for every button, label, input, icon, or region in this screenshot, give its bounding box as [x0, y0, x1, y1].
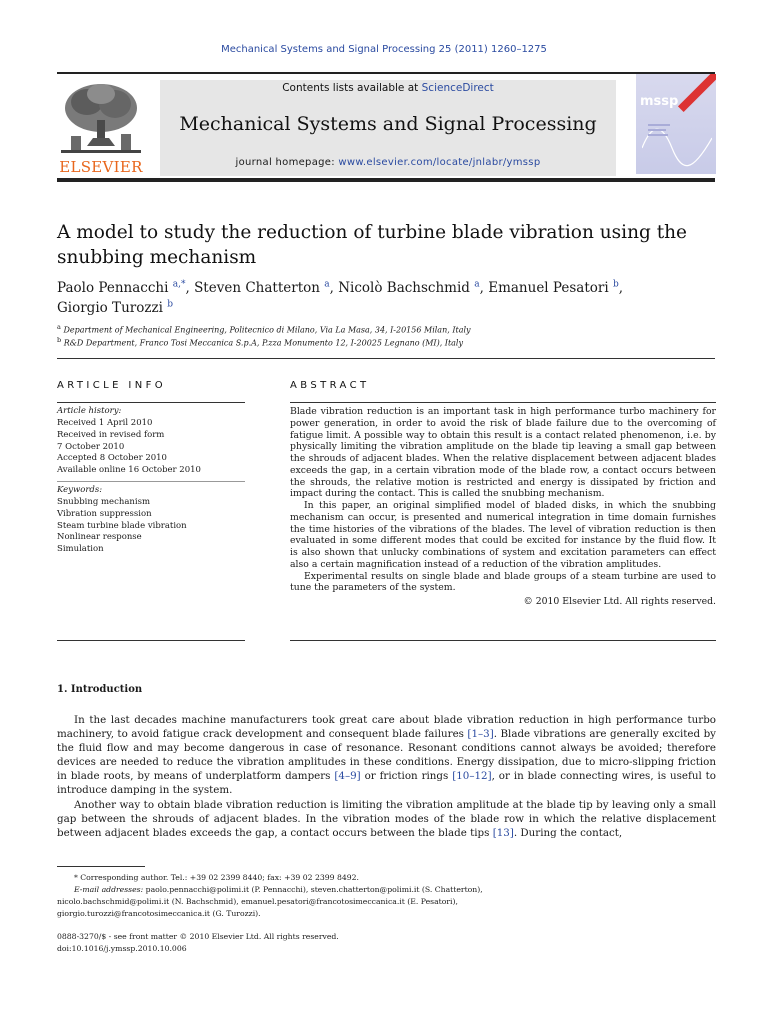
intro-paragraph	[57, 798, 716, 840]
affiliation-b-mark: b	[57, 336, 62, 344]
footnote-rule	[57, 866, 145, 867]
intro-text: In the last decades machine manufacturers took great care about blade vibration reduction in high performance turbo machinery, to avoid fatigue crack development and consequent blade failures	[57, 714, 716, 741]
affiliation-mark[interactable]: b	[612, 279, 619, 290]
abstract-bottom-rule	[290, 640, 716, 641]
journal-reference[interactable]: Mechanical Systems and Signal Processing 25 (2011) 1260–1275	[221, 44, 547, 55]
article-info-heading: ARTICLE INFO	[57, 380, 167, 391]
citation-link[interactable]: [10–12]	[452, 770, 492, 783]
homepage-line	[160, 157, 616, 168]
history-item: Available online 16 October 2010	[57, 465, 201, 476]
email-addresses[interactable]: paolo.pennacchi@polimi.it (P. Pennacchi), steven.chatterton@polimi.it (S. Chatterton),	[143, 885, 483, 894]
abstract-copyright: © 2010 Elsevier Ltd. All rights reserved.	[523, 596, 716, 607]
footnotes	[57, 872, 717, 920]
intro-text: Another way to obtain blade vibration reduction is limiting the vibration amplitude at the blade tip by leaving only a small gap between the shrouds of adjacent blades. In the vibration modes of the blade row in which the relative displacement between adjacent blades exceeds the gap, a contact occurs between the blade tips	[57, 798, 716, 839]
affiliation-mark[interactable]: a,*	[172, 279, 186, 290]
keyword-item: Steam turbine blade vibration	[57, 520, 187, 531]
abstract-paragraph: Blade vibration reduction is an important task in high performance turbo machinery for power generation, in order to avoid the risk of blade failure due to the overcoming of fatigue limit. A possible way to obtain this result is a contact related phenomenon, i.e. by physically limiting the vibration amplitude on the blade tip leaving a small gap between the shrouds of adjacent blades. When the relative displacement between adjacent blades exceeds the gap, in a certain vibration mode of the blade row, a contact occurs between the shrouds, the relative motion is restricted and energy is dissipated by friction and impact during the contact. This is called the snubbing mechanism.	[290, 406, 716, 500]
author-name[interactable]: Giorgio Turozzi	[57, 300, 163, 316]
journal-cover-thumbnail[interactable]	[636, 74, 716, 174]
author-name[interactable]: Nicolò Bachschmid	[338, 280, 470, 296]
cover-wave-icon	[642, 118, 712, 168]
history-list	[57, 418, 201, 477]
affiliation-a-mark: a	[57, 323, 61, 331]
history-item: Received in revised form	[57, 429, 165, 440]
elsevier-logo	[57, 80, 145, 176]
homepage-link[interactable]: www.elsevier.com/locate/jnlabr/ymssp	[338, 157, 541, 168]
banner-bottom-rule	[57, 178, 715, 182]
keyword-item: Snubbing mechanism	[57, 497, 150, 507]
email-label: E-mail addresses:	[74, 885, 144, 894]
elsevier-wordmark: ELSEVIER	[59, 158, 143, 176]
author-list: Paolo Pennacchi $^{a,*}$, Steven Chatterton $^a$, Nicolò Bachschmid $^a$, Emanuel Pesatori $^b$, Giorgio Turozzi $^b$	[57, 279, 624, 316]
history-item: Accepted 8 October 2010	[57, 453, 167, 464]
intro-paragraph	[57, 713, 716, 798]
top-rule	[57, 72, 715, 74]
cover-ribbon	[678, 74, 716, 112]
abstract-paragraph: Experimental results on single blade and blade groups of a steam turbine are used to tune the parameters of the system.	[290, 570, 716, 594]
corresponding-author-note: * Corresponding author. Tel.: +39 02 2399 8440; fax: +39 02 2399 8492.	[74, 873, 359, 882]
intro-text: . During the contact,	[513, 826, 623, 839]
keywords-rule	[57, 481, 245, 482]
intro-text: , or in blade connecting wires, is useful to introduce damping in the system.	[57, 770, 716, 797]
history-item: Received 1 April 2010	[57, 418, 153, 428]
keywords-heading: Keywords:	[57, 485, 103, 495]
article-info-bottom-rule	[57, 640, 245, 641]
contents-line	[160, 82, 616, 94]
article-info-rule	[57, 402, 245, 403]
journal-banner	[160, 80, 616, 176]
cover-title: mssp	[640, 94, 679, 109]
contents-prefix: Contents lists available at	[282, 82, 422, 94]
affiliation-mark[interactable]: b	[167, 299, 173, 310]
history-heading: Article history:	[57, 406, 122, 416]
history-item: 7 October 2010	[57, 441, 125, 452]
keyword-item: Simulation	[57, 544, 104, 555]
keyword-item: Vibration suppression	[57, 508, 152, 519]
affiliation-a	[57, 323, 471, 335]
abstract-rule	[290, 402, 716, 403]
email-addresses-line[interactable]: nicolo.bachschmid@polimi.it (N. Bachschmid), emanuel.pesatori@francotosimeccanica.it (E. Pesatori),	[57, 897, 458, 906]
section-rule	[57, 358, 715, 359]
abstract-body	[290, 406, 716, 608]
keyword-item: Nonlinear response	[57, 532, 142, 543]
author-name[interactable]: Emanuel Pesatori	[488, 280, 609, 296]
citation-link[interactable]: [13]	[492, 826, 514, 839]
email-addresses-line	[57, 884, 717, 896]
abstract-paragraph: In this paper, an original simplified model of bladed disks, in which the snubbing mechanism can occur, is presented and numerical integration in time domain furnishes the time histories of the vibrations of the blades. The level of vibration reduction is then evaluated in some different modes that could be excited for instance by the fluid flow. It is also shown that unlucky combinations of system and excitation parameters can effect also a certain magnification instead of a reduction of the vibration amplitudes.	[290, 500, 716, 570]
citation-link[interactable]: [1–3]	[467, 728, 494, 741]
citation-link[interactable]: [4–9]	[334, 770, 361, 783]
affiliation-mark[interactable]: a	[324, 279, 330, 290]
section-heading-introduction: 1. Introduction	[57, 684, 143, 695]
author-name[interactable]: Paolo Pennacchi	[57, 280, 169, 296]
intro-text: or friction rings	[360, 770, 453, 783]
banner-journal-name: Mechanical Systems and Signal Processing	[179, 113, 597, 135]
paper-title: A model to study the reduction of turbine blade vibration using the snubbing mechanism	[57, 222, 688, 268]
affiliation-a-text: Department of Mechanical Engineering, Politecnico di Milano, Via La Masa, 34, I-20156 Milan, Italy	[63, 325, 471, 335]
abstract-heading: ABSTRACT	[290, 380, 370, 391]
author-name[interactable]: Steven Chatterton	[194, 280, 320, 296]
intro-text: . Blade vibrations are generally excited by the fluid flow and may become dangerous in case of resonance. Resonant conditions cannot always be avoided; therefore devices are needed to reduce the vibration amplitudes in these conditions. Energy dissipation, due to micro-slipping friction in blade roots, by means of underplatform dampers	[57, 728, 716, 783]
homepage-prefix: journal homepage:	[235, 157, 339, 168]
keywords-list	[57, 497, 187, 556]
introduction-body	[57, 713, 716, 840]
affiliation-mark[interactable]: a	[474, 279, 480, 290]
front-matter-line: 0888-3270/$ - see front matter © 2010 Elsevier Ltd. All rights reserved.	[57, 932, 339, 941]
front-matter	[57, 931, 339, 955]
sciencedirect-link[interactable]: ScienceDirect	[421, 82, 494, 94]
elsevier-tree-icon	[57, 80, 145, 156]
email-addresses-line[interactable]: giorgio.turozzi@francotosimeccanica.it (G. Turozzi).	[57, 909, 261, 918]
affiliation-b	[57, 336, 463, 348]
doi-line[interactable]: doi:10.1016/j.ymssp.2010.10.006	[57, 944, 187, 953]
affiliation-b-text: R&D Department, Franco Tosi Meccanica S.p.A, P.zza Monumento 12, I-20025 Legnano (MI), Italy	[63, 338, 464, 348]
